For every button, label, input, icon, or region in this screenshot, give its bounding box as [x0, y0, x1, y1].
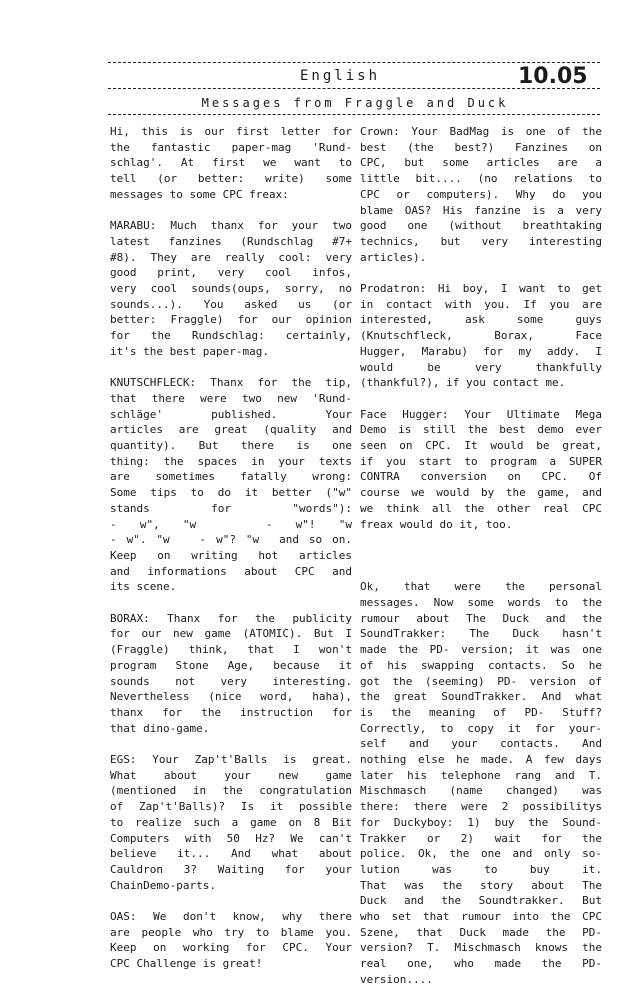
text-line: latest fanzines (Rundschlag #7+: [110, 234, 352, 248]
text-line: thanx for the instruction for: [110, 705, 352, 719]
text-line: tell (or better: write) some: [110, 172, 352, 186]
text-line: Prodatron: Hi boy, I want to get: [360, 282, 602, 296]
text-line: Correctly, to copy it for your-: [360, 721, 602, 735]
text-line: seen on CPC. It would be great,: [360, 439, 602, 453]
text-line: (Fraggle) think, that I won't: [110, 643, 352, 657]
text-line: little bit.... (no relations to: [360, 172, 602, 186]
text-line: quantity). But there is one: [110, 439, 352, 453]
text-line: course we would by the game, and: [360, 486, 602, 500]
text-line: Computers with 50 Hz? We can't: [110, 831, 352, 845]
right-text-column: [360, 124, 602, 1003]
text-line: KNUTSCHFLECK: Thanx for the tip,: [110, 376, 352, 390]
message-paragraph: [360, 124, 602, 265]
text-line: Some tips to do it better ("w": [110, 486, 352, 500]
text-line: freax would do it, too.: [360, 517, 513, 531]
text-line: messages. Now some words to the: [360, 596, 602, 610]
text-line: Duck and the Soundtrakker. But: [360, 894, 602, 908]
text-line: for our new game (ATOMIC). But I: [110, 627, 352, 641]
text-line: Ok, that were the personal: [360, 580, 602, 594]
text-line: made the PD- version; it was one: [360, 643, 602, 657]
text-line: stands for "words"):: [110, 501, 352, 515]
text-line: blame OAS? His fanzine is a very: [360, 203, 602, 217]
text-line: messages to some CPC freax:: [110, 187, 289, 201]
message-paragraph: [360, 579, 602, 987]
text-line: we think all the other real CPC: [360, 501, 602, 515]
text-line: rumour about The Duck and the: [360, 611, 602, 625]
text-line: (Knutschfleck, Borax, Face: [360, 329, 602, 343]
text-line: very cool sounds(oups, sorry, no: [110, 282, 352, 296]
article-title: Messages from Fraggle and Duck: [201, 96, 509, 110]
text-line: articles are great (quality and: [110, 423, 352, 437]
text-line: are people who try to blame you.: [110, 925, 352, 939]
text-line: CPC Challenge is great!: [110, 957, 263, 971]
text-line: self and your contacts. And: [360, 737, 602, 751]
page-number: 10.05: [518, 64, 588, 89]
text-line: for Duckyboy: 1) buy the Sound-: [360, 815, 602, 829]
text-line: That was the story about The: [360, 878, 602, 892]
message-paragraph: [110, 909, 352, 972]
text-line: Keep on writing hot articles: [110, 548, 352, 562]
text-line: What about your new game: [110, 768, 352, 782]
text-line: sounds not very interesting.: [110, 674, 352, 688]
message-paragraph: [110, 752, 352, 893]
text-line: it's the best paper-mag.: [110, 344, 269, 358]
text-line: is the meaning of PD- Stuff?: [360, 705, 602, 719]
text-line: Trakker or 2) wait for the: [360, 831, 602, 845]
text-line: version....: [360, 972, 433, 986]
text-line: best (the best?) Fanzines on: [360, 140, 602, 154]
message-paragraph: [360, 548, 602, 564]
text-line: that there were two new 'Rund-: [110, 391, 352, 405]
text-line: sounds...). You asked us (or: [110, 297, 352, 311]
text-line: in contact with you. If you are: [360, 297, 602, 311]
message-paragraph: [360, 407, 602, 533]
text-line: Keep on working for CPC. Your: [110, 941, 352, 955]
section-title: English: [300, 68, 381, 84]
text-line: - w", "w - w"! "w: [110, 517, 352, 531]
text-line: (thankful?), if you contact me.: [360, 376, 566, 390]
text-line: EGS: Your Zap't'Balls is great.: [110, 753, 352, 767]
header-bottom-rule: [108, 114, 600, 115]
text-line: MARABU: Much thanx for your two: [110, 219, 352, 233]
text-line: if you start to program a SUPER: [360, 454, 602, 468]
text-line: Nevertheless (nice word, haha),: [110, 690, 352, 704]
text-line: better: Fraggle) for our opinion: [110, 313, 352, 327]
text-line: CPC or computers). Why do you: [360, 187, 602, 201]
text-line: articles).: [360, 250, 427, 264]
text-line: ChainDemo-parts.: [110, 878, 216, 892]
text-line: who set that rumour into the CPC: [360, 910, 602, 924]
text-line: got the (seeming) PD- version of: [360, 674, 602, 688]
header-middle-rule: [108, 88, 600, 89]
text-line: to realize such a game on 8 Bit: [110, 815, 352, 829]
text-line: lution was to buy it.: [360, 862, 602, 876]
message-paragraph: [360, 281, 602, 391]
text-line: of his swapping contacts. So he: [360, 658, 602, 672]
text-line: OAS: We don't know, why there: [110, 910, 352, 924]
text-line: and informations about CPC and: [110, 564, 352, 578]
text-line: real one, who made the PD-: [360, 957, 602, 971]
text-line: later his telephone rang and T.: [360, 768, 602, 782]
text-line: version? T. Mischmasch knows the: [360, 941, 602, 955]
text-line: Cauldron 3? Waiting for your: [110, 862, 352, 876]
message-paragraph: [110, 124, 352, 203]
text-line: nothing else he made. A few days: [360, 753, 602, 767]
left-text-column: [110, 124, 352, 988]
text-line: good print, very cool infos,: [110, 266, 352, 280]
text-line: of Zap't'Balls)? Is it possible: [110, 800, 352, 814]
text-line: SoundTrakker: The Duck hasn't: [360, 627, 602, 641]
text-line: would be very thankfully: [360, 360, 602, 374]
text-line: that dino-game.: [110, 721, 210, 735]
text-line: Szene, that Duck made the PD-: [360, 925, 602, 939]
text-line: are sometimes fatally wrong:: [110, 470, 352, 484]
text-line: the great SoundTrakker. And what: [360, 690, 602, 704]
text-line: [360, 548, 602, 564]
text-line: - w". "w - w"? "w and so on.: [110, 533, 352, 547]
text-line: schläge' published. Your: [110, 407, 352, 421]
text-line: good one (without breathtaking: [360, 219, 602, 233]
text-line: interested, ask some guys: [360, 313, 602, 327]
text-line: BORAX: Thanx for the publicity: [110, 611, 352, 625]
text-line: for the Rundschlag: certainly,: [110, 329, 352, 343]
text-line: program Stone Age, because it: [110, 658, 352, 672]
message-paragraph: [110, 218, 352, 359]
text-line: believe it... And what about: [110, 847, 352, 861]
text-line: (mentioned in the congratulation: [110, 784, 352, 798]
text-line: its scene.: [110, 580, 177, 594]
text-line: Crown: Your BadMag is one of the: [360, 125, 602, 138]
text-line: police. Ok, the one and only so-: [360, 847, 602, 861]
text-line: Mischmasch (name changed) was: [360, 784, 602, 798]
text-line: the fantastic paper-mag 'Rund-: [110, 140, 352, 154]
text-line: CONTRA conversion on CPC. Of: [360, 470, 602, 484]
text-line: #8). They are really cool: very: [110, 250, 352, 264]
text-line: technics, but very interesting: [360, 234, 602, 248]
text-line: Hugger, Marabu) for my addy. I: [360, 344, 602, 358]
text-line: CPC, but some articles are a: [360, 156, 602, 170]
message-paragraph: [110, 375, 352, 595]
text-line: Demo is still the best demo ever: [360, 423, 602, 437]
header-top-rule: [108, 62, 600, 63]
text-line: schlag'. At first we want to: [110, 156, 352, 170]
text-line: there: there were 2 possibilitys: [360, 800, 602, 814]
text-line: Hi, this is our first letter for: [110, 125, 352, 138]
text-line: thing: the spaces in your texts: [110, 454, 352, 468]
text-line: Face Hugger: Your Ultimate Mega: [360, 407, 602, 421]
message-paragraph: [110, 611, 352, 737]
